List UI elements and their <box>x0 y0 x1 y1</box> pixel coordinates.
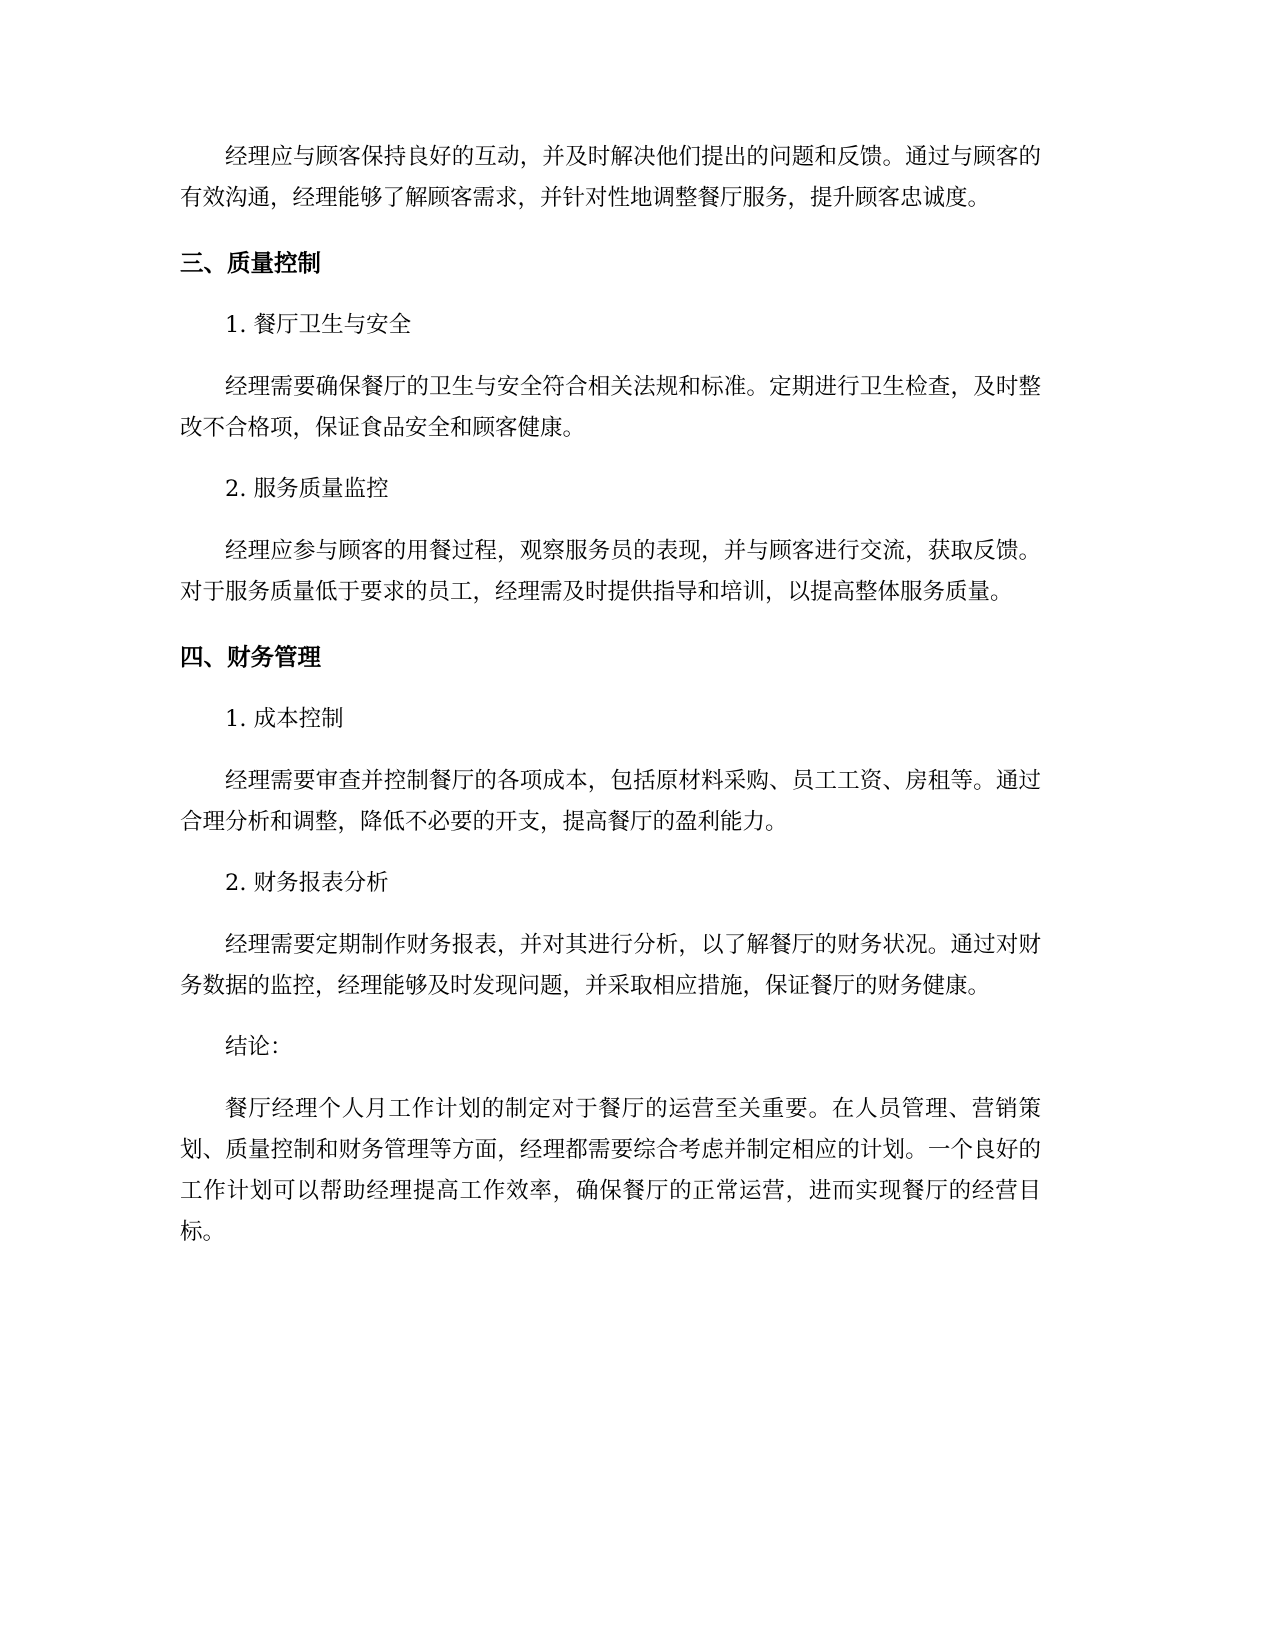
subsection-hygiene-safety: 1. 餐厅卫生与安全 <box>225 312 412 338</box>
conclusion-paragraph: 餐厅经理个人月工作计划的制定对于餐厅的运营至关重要。在人员管理、营销策划、质量控制和财务管理等方面，经理都需要综合考虑并制定相应的计划。一个良好的工作计划可以帮助经理提高工作效率，确保餐厅的正常运营，进而实现餐厅的经营目标。 <box>180 1096 1041 1245</box>
subsection-service-quality: 2. 服务质量监控 <box>225 476 389 502</box>
document-page <box>180 137 1041 1273</box>
subsection-cost-control: 1. 成本控制 <box>225 706 344 732</box>
hygiene-paragraph: 经理需要确保餐厅的卫生与安全符合相关法规和标准。定期进行卫生检查，及时整改不合格项，保证食品安全和顾客健康。 <box>180 374 1041 441</box>
subsection-financial-reports: 2. 财务报表分析 <box>225 870 389 896</box>
intro-paragraph: 经理应与顾客保持良好的互动，并及时解决他们提出的问题和反馈。通过与顾客的有效沟通，经理能够了解顾客需求，并针对性地调整餐厅服务，提升顾客忠诚度。 <box>180 144 1041 211</box>
section-heading-finance: 四、财务管理 <box>180 643 321 671</box>
report-paragraph: 经理需要定期制作财务报表，并对其进行分析，以了解餐厅的财务状况。通过对财务数据的监控，经理能够及时发现问题，并采取相应措施，保证餐厅的财务健康。 <box>180 932 1041 999</box>
cost-paragraph: 经理需要审查并控制餐厅的各项成本，包括原材料采购、员工工资、房租等。通过合理分析和调整，降低不必要的开支，提高餐厅的盈利能力。 <box>180 768 1041 835</box>
section-heading-quality-control: 三、质量控制 <box>180 249 321 277</box>
service-paragraph: 经理应参与顾客的用餐过程，观察服务员的表现，并与顾客进行交流，获取反馈。对于服务质量低于要求的员工，经理需及时提供指导和培训，以提高整体服务质量。 <box>180 538 1041 605</box>
conclusion-label: 结论： <box>225 1034 293 1060</box>
